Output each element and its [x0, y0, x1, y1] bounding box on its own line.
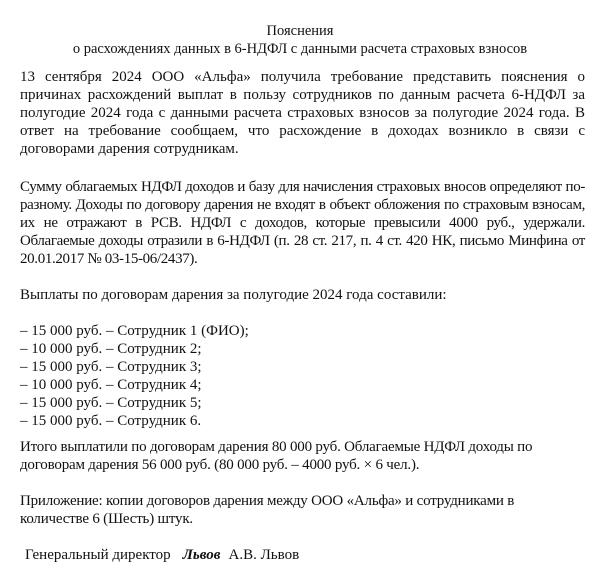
list-item: – 15 000 руб. – Сотрудник 6. — [20, 413, 202, 429]
signer-name: А.В. Львов — [228, 547, 300, 563]
list-item: – 10 000 руб. – Сотрудник 4; — [20, 377, 202, 393]
document-header — [0, 22, 600, 58]
signer-position: Генеральный директор — [25, 547, 171, 563]
paragraph-explanation: Сумму облагаемых НДФЛ доходов и базу для начисления страховых вносов определяют по-разному. Доходы по договору дарения не входят в объект обложения по страховым взносам, их не отражают в РСВ. НДФЛ с доходов, которые превысили 4000 руб., удержали. Облагаемые доходы отразили в 6-НДФЛ (п. 28 ст. 217, п. 4 ст. 420 НК, письмо Минфина от 20.01.2017 № 03-15-06/2437). — [20, 179, 585, 267]
paragraph-payments-intro: Выплаты по договорам дарения за полугодие 2024 года составили: — [20, 287, 447, 303]
handwritten-signature: Львов — [182, 547, 221, 563]
list-item: – 10 000 руб. – Сотрудник 2; — [20, 341, 202, 357]
list-item: – 15 000 руб. – Сотрудник 5; — [20, 395, 202, 411]
list-item: – 15 000 руб. – Сотрудник 3; — [20, 359, 202, 375]
signature-block — [25, 546, 299, 564]
document-subtitle: о расхождениях данных в 6-НДФЛ с данными расчета страховых взносов — [72, 41, 528, 57]
paragraph-total: Итого выплатили по договорам дарения 80 000 руб. Облагаемые НДФЛ доходы по договорам дарения 56 000 руб. (80 000 руб. – 4000 руб. × 6 чел.). — [20, 439, 533, 473]
paragraph-attachment: Приложение: копии договоров дарения между ООО «Альфа» и сотрудниками в количестве 6 (Шесть) штук. — [20, 493, 515, 527]
list-item: – 15 000 руб. – Сотрудник 1 (ФИО); — [20, 323, 249, 339]
paragraph-request: 13 сентября 2024 ООО «Альфа» получила требование представить пояснения о причинах расхождений выплат в пользу сотрудников по данным расчета 6-НДФЛ за полугодие 2024 года с данными расчета страховых взносов за полугодие 2024 года. В ответ на требование сообщаем, что расхождение в доходах возникло в связи с договорами дарения сотрудникам. — [20, 69, 585, 157]
payments-list — [20, 322, 249, 430]
document-title: Пояснения — [266, 23, 334, 39]
